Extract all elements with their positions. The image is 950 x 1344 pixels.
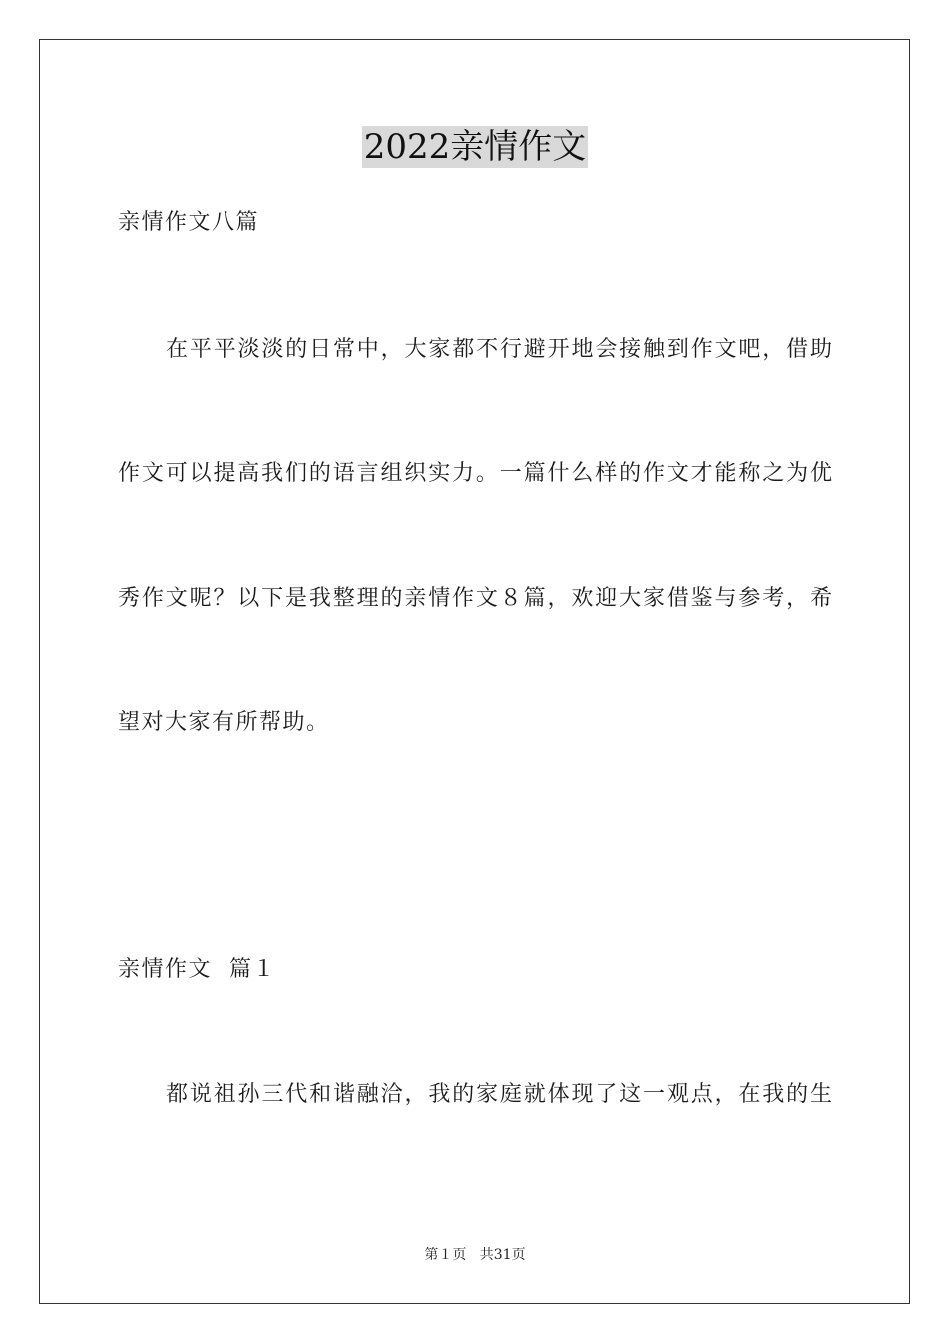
section-line-1: 都说祖孙三代和谐融洽，我的家庭就体现了这一观点，在我的生 [166, 1082, 832, 1107]
document-title: 2022亲情作文 [363, 127, 587, 167]
page-number: 第１页 [424, 1247, 467, 1263]
intro-line-1: 在平平淡淡的日常中，大家都不行避开地会接触到作文吧，借助 [166, 337, 832, 362]
document-heading: 亲情作文八篇 [118, 210, 260, 235]
title-container [0, 126, 950, 168]
page-total: 共31页 [479, 1247, 526, 1263]
intro-line-2: 作文可以提高我们的语言组织实力。一篇什么样的作文才能称之为优 [118, 461, 832, 486]
intro-line-3: 秀作文呢？以下是我整理的亲情作文８篇，欢迎大家借鉴与参考，希 [118, 586, 832, 611]
intro-line-4: 望对大家有所帮助。 [118, 710, 330, 735]
page-footer [0, 1245, 950, 1265]
section-heading: 亲情作文 篇１ [118, 957, 276, 982]
